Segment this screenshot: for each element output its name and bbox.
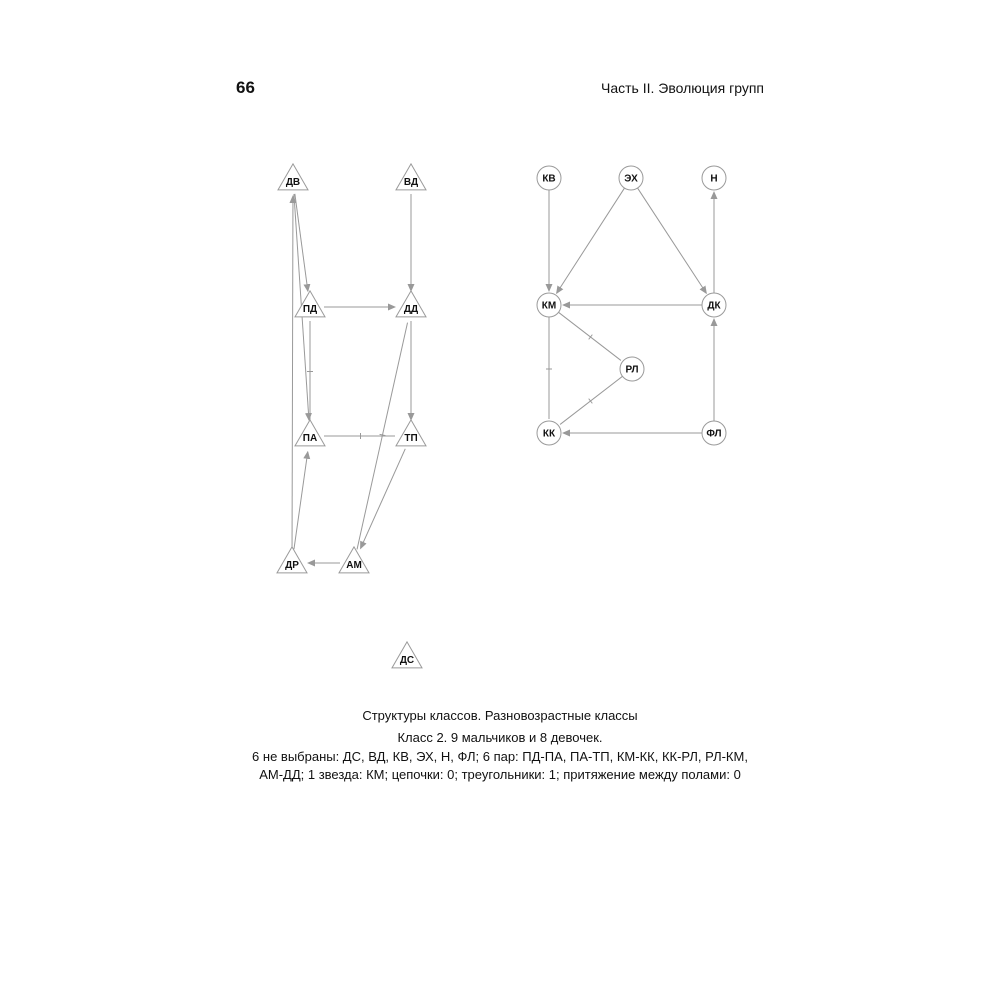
edge-11 — [294, 452, 308, 549]
node-girl-15 — [537, 421, 561, 445]
node-boy-6 — [277, 547, 307, 573]
page-number: 66 — [236, 78, 255, 97]
edge-17 — [559, 312, 621, 360]
node-boy-2 — [295, 291, 325, 317]
running-head: Часть II. Эволюция групп — [601, 80, 764, 96]
node-label-10: ЭХ — [624, 173, 638, 185]
node-label-3: ДД — [403, 304, 419, 315]
node-label-15: КК — [542, 428, 556, 440]
node-label-5: ТП — [404, 433, 418, 444]
node-boy-8 — [392, 642, 422, 668]
edge-13 — [557, 188, 625, 293]
node-label-14: РЛ — [625, 364, 639, 376]
node-label-12: КМ — [541, 300, 557, 312]
edge-14 — [638, 188, 707, 293]
node-label-9: КВ — [542, 173, 556, 185]
edge-9 — [361, 449, 406, 549]
figure-caption-class: Класс 2. 9 мальчиков и 8 девочек. — [397, 730, 603, 745]
figure-caption-line-2: АМ-ДД; 1 звезда: КМ; цепочки: 0; треугольники: 1; притяжение между полами: 0 — [259, 767, 741, 782]
figure-caption-title: Структуры классов. Разновозрастные классы — [362, 708, 638, 723]
edge-19 — [560, 376, 622, 424]
node-label-1: ВД — [403, 177, 419, 188]
node-boy-4 — [295, 420, 325, 446]
edges-layer — [292, 188, 714, 563]
node-label-0: ДВ — [285, 177, 301, 188]
nodes-layer — [277, 164, 726, 668]
figure-caption-line-1: 6 не выбраны: ДС, ВД, КВ, ЭХ, Н, ФЛ; 6 пар: ПД-ПА, ПА-ТП, КМ-КК, КК-РЛ, РЛ-КМ, — [252, 749, 748, 764]
node-girl-12 — [537, 293, 561, 317]
node-label-16: ФЛ — [706, 428, 722, 440]
node-boy-0 — [278, 164, 308, 190]
node-label-4: ПА — [302, 433, 318, 444]
node-label-8: ДС — [399, 655, 415, 666]
node-label-2: ПД — [302, 304, 318, 315]
node-label-13: ДК — [707, 300, 721, 312]
node-boy-5 — [396, 420, 426, 446]
node-girl-16 — [702, 421, 726, 445]
node-girl-9 — [537, 166, 561, 190]
node-girl-11 — [702, 166, 726, 190]
node-boy-3 — [396, 291, 426, 317]
node-label-11: Н — [710, 173, 718, 185]
node-boy-1 — [396, 164, 426, 190]
node-label-6: ДР — [285, 560, 299, 571]
node-girl-14 — [620, 357, 644, 381]
node-girl-10 — [619, 166, 643, 190]
node-label-7: АМ — [346, 560, 362, 571]
node-boy-7 — [339, 547, 369, 573]
node-girl-13 — [702, 293, 726, 317]
edge-2 — [292, 196, 293, 549]
